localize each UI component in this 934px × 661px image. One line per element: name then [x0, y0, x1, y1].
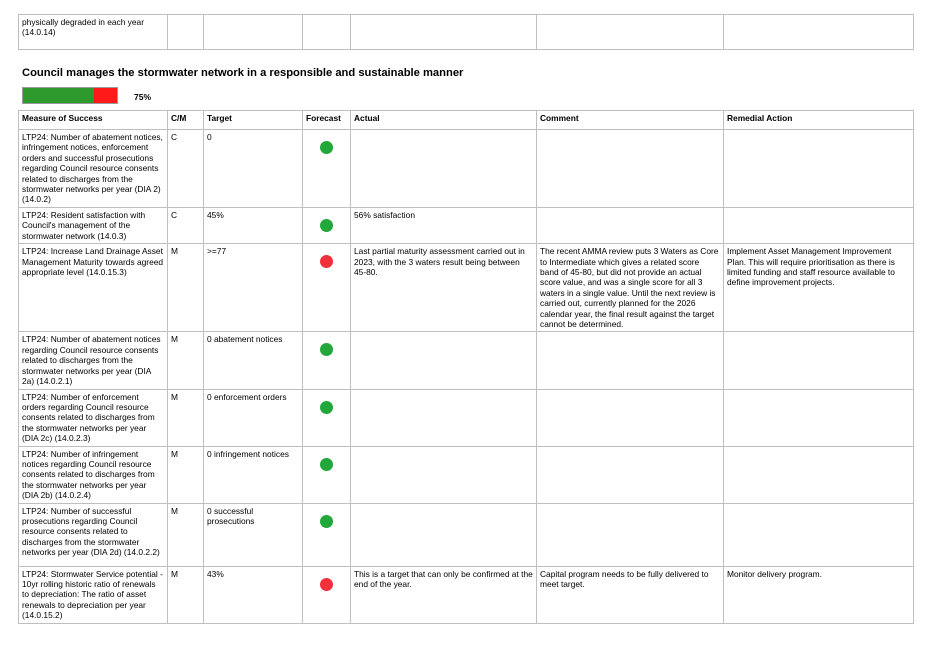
target-text: 0 infringement notices: [207, 448, 289, 459]
target-cell: [204, 566, 303, 623]
cm-cell: [168, 208, 204, 244]
remedial-cell: [724, 15, 914, 50]
comment-cell: [537, 208, 724, 244]
on-track-status-icon: [320, 343, 333, 356]
target-cell: [204, 389, 303, 446]
measure-cell: [19, 244, 168, 332]
measure-cell: [19, 566, 168, 623]
cm-cell: [168, 332, 204, 389]
target-text: 0: [207, 132, 212, 142]
table-row: [19, 566, 914, 623]
target-cell: [204, 208, 303, 244]
previous-section-table: [18, 14, 914, 50]
comment-cell: [537, 566, 724, 623]
measure-cell: [19, 446, 168, 503]
forecast-cell: [303, 15, 351, 50]
header-measure: Measure of Success: [19, 111, 168, 130]
target-cell: [204, 15, 303, 50]
progress-percent-label: 75%: [134, 92, 152, 102]
target-cell: [204, 503, 303, 566]
target-cell: [204, 244, 303, 332]
remedial-cell: [724, 130, 914, 208]
target-text: 0 enforcement orders: [207, 391, 287, 402]
actual-cell: [351, 130, 537, 208]
comment-cell: [537, 130, 724, 208]
header-forecast: Forecast: [303, 111, 351, 130]
table-row: [19, 389, 914, 446]
off-track-status-icon: [320, 255, 333, 268]
comment-cell: [537, 332, 724, 389]
on-track-status-icon: [320, 401, 333, 414]
target-cell: [204, 130, 303, 208]
table-row: [19, 244, 914, 332]
measures-table: [18, 110, 914, 624]
measure-cell: [19, 389, 168, 446]
forecast-cell: [303, 130, 351, 208]
target-text: >=77: [207, 246, 227, 257]
target-cell: [204, 332, 303, 389]
target-text: 0 successful prosecutions: [207, 505, 255, 526]
on-track-status-icon: [320, 515, 333, 528]
progress-bar-remaining: [94, 88, 118, 103]
measure-text: LTP24: Number of abatement notices regarding Council resource consents related to discharges from the stormwater networks per year (DIA 2a) (14.0.2.1): [22, 334, 161, 387]
remedial-text: Monitor delivery program.: [727, 568, 822, 579]
off-track-status-icon: [320, 578, 333, 591]
table-row: [19, 15, 914, 50]
measure-cell: [19, 332, 168, 389]
measure-cell: [19, 503, 168, 566]
target-text: 43%: [207, 568, 224, 579]
actual-cell: [351, 244, 537, 332]
target-text: 0 abatement notices: [207, 334, 283, 345]
remedial-cell: [724, 208, 914, 244]
measure-cell: [19, 208, 168, 244]
forecast-cell: [303, 244, 351, 332]
cm-cell: [168, 566, 204, 623]
table-row: [19, 332, 914, 389]
forecast-cell: [303, 332, 351, 389]
remedial-cell: [724, 244, 914, 332]
actual-cell: [351, 15, 537, 50]
actual-cell: [351, 208, 537, 244]
actual-text: 56% satisfaction: [354, 210, 415, 220]
table-row: [19, 208, 914, 244]
cm-cell: [168, 130, 204, 208]
cm-text: M: [171, 246, 178, 257]
target-text: 45%: [207, 210, 224, 220]
measure-cell: [19, 15, 168, 50]
forecast-cell: [303, 566, 351, 623]
cm-text: C: [171, 132, 178, 142]
section-title: Council manages the stormwater network in a responsible and sustainable manner: [22, 67, 464, 79]
measure-text: LTP24: Stormwater Service potential - 10yr rolling historic ratio of renewals to depreciation: The ratio of asset renewals to depreciation per year (14.0.15.2): [22, 568, 163, 621]
measure-text: physically degraded in each year (14.0.14): [22, 17, 144, 38]
table-header-row: [19, 111, 914, 130]
measure-text: LTP24: Number of abatement notices, infringement notices, enforcement orders and successful prosecutions regarding Council resource consents related to discharges from the stormwater networks per year (DIA 2) (14.0.2): [22, 132, 163, 205]
remedial-cell: [724, 332, 914, 389]
cm-cell: [168, 503, 204, 566]
measure-text: LTP24: Increase Land Drainage Asset Management Maturity towards agreed appropriate level (14.0.15.3): [22, 246, 164, 278]
measures-table-body: [19, 130, 914, 624]
comment-cell: [537, 244, 724, 332]
measure-cell: [19, 130, 168, 208]
target-cell: [204, 446, 303, 503]
header-actual: Actual: [351, 111, 537, 130]
progress-bar-achieved: [23, 88, 94, 103]
measure-text: LTP24: Number of successful prosecutions regarding Council resource consents related to discharges from the stormwater networks per year (DIA 2d) (14.0.2.2): [22, 505, 160, 558]
forecast-cell: [303, 208, 351, 244]
cm-text: M: [171, 505, 178, 516]
forecast-cell: [303, 446, 351, 503]
cm-text: M: [171, 391, 178, 402]
forecast-cell: [303, 389, 351, 446]
actual-cell: [351, 566, 537, 623]
actual-cell: [351, 446, 537, 503]
comment-text: Capital program needs to be fully delivered to meet target.: [540, 568, 709, 589]
comment-cell: [537, 446, 724, 503]
remedial-text: Implement Asset Management Improvement Plan. This will require prioritisation as there is limited funding and staff resource available to define improvement projects.: [727, 246, 895, 288]
on-track-status-icon: [320, 458, 333, 471]
remedial-cell: [724, 503, 914, 566]
measure-text: LTP24: Number of enforcement orders regarding Council resource consents related to discharges from the stormwater networks per year (DIA 2c) (14.0.2.3): [22, 391, 155, 444]
actual-cell: [351, 503, 537, 566]
comment-text: The recent AMMA review puts 3 Waters as Core to Intermediate which gives a related score band of 45-80, but did not provide an actual score value, and was a single score for all 3 waters in a single value. Until the next review is carried out, currently planned for the 2026 calendar year, the final result against the target cannot be determined.: [540, 246, 719, 330]
cm-cell: [168, 446, 204, 503]
comment-cell: [537, 503, 724, 566]
header-remedial: Remedial Action: [724, 111, 914, 130]
actual-text: This is a target that can only be confirmed at the end of the year.: [354, 568, 533, 589]
cm-text: C: [171, 210, 178, 220]
remedial-cell: [724, 389, 914, 446]
forecast-cell: [303, 503, 351, 566]
cm-text: M: [171, 568, 178, 579]
header-target: Target: [204, 111, 303, 130]
measure-text: LTP24: Number of infringement notices regarding Council resource consents related to discharges from the stormwater networks per year (DIA 2b) (14.0.2.4): [22, 448, 155, 501]
progress-bar: [22, 87, 118, 104]
on-track-status-icon: [320, 219, 333, 232]
comment-cell: [537, 15, 724, 50]
on-track-status-icon: [320, 141, 333, 154]
measure-text: LTP24: Resident satisfaction with Council's management of the stormwater network (14.0.3): [22, 210, 146, 241]
actual-text: Last partial maturity assessment carried out in 2023, with the 3 waters result being between 45-80.: [354, 246, 525, 278]
actual-cell: [351, 332, 537, 389]
actual-cell: [351, 389, 537, 446]
cm-text: M: [171, 334, 178, 345]
remedial-cell: [724, 446, 914, 503]
table-row: [19, 503, 914, 566]
remedial-cell: [724, 566, 914, 623]
table-row: [19, 446, 914, 503]
header-comment: Comment: [537, 111, 724, 130]
cm-cell: [168, 15, 204, 50]
comment-cell: [537, 389, 724, 446]
cm-text: M: [171, 448, 178, 459]
cm-cell: [168, 389, 204, 446]
cm-cell: [168, 244, 204, 332]
table-row: [19, 130, 914, 208]
header-cm: C/M: [168, 111, 204, 130]
